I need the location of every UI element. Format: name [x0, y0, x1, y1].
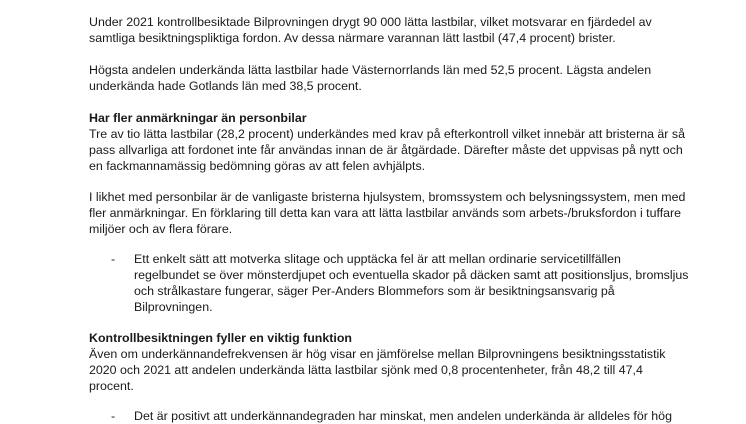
bullet-quote-1 — [89, 251, 689, 315]
paragraph-intro: Under 2021 kontrollbesiktade Bilprovningen drygt 90 000 lätta lastbilar, vilket motsvarar en fjärdedel av samtliga besiktningspliktiga fordon. Av dessa närmare varannan lätt lastbil (47,4 procent) brister. — [89, 15, 652, 45]
bullet-quote-2 — [89, 408, 689, 424]
paragraph-comparison: Även om underkännandefrekvensen är hög visar en jämförelse mellan Bilprovningens besiktningsstatistik 2020 och 2021 att andelen underkända lätta lastbilar sjönk med 0,8 procentenheter, från 48,2 till 47,4 procent. — [89, 347, 666, 393]
heading-inspection-function: Kontrollbesiktningen fyller en viktig funktion — [89, 331, 352, 345]
paragraph-regions: Högsta andelen underkända lätta lastbilar hade Västernorrlands län med 52,5 procent. Lägsta andelen underkända hade Gotlands län med 38,5 procent. — [89, 63, 652, 93]
heading-remarks: Har fler anmärkningar än personbilar — [89, 111, 307, 125]
bullet-text: Det är positivt att underkännandegraden har minskat, men andelen underkända är alldeles för hög — [134, 409, 672, 423]
paragraph-retest: Tre av tio lätta lastbilar (28,2 procent) underkändes med krav på efterkontroll vilket innebär att bristerna är så pass allvarliga att fordonet inte får användas innan de är åtgärdade. Därefter måste det uppvisas på nytt och en fackmannamässig bedömning göras av att felen avhjälpts. — [89, 127, 685, 173]
bullet-text: Ett enkelt sätt att motverka slitage och upptäcka fel är att mellan ordinarie servicetillfällen regelbundet se över mönsterdjupet och eventuella skador på däcken samt att positionsljus, bromsljus och strålkastare fungerar, säger Per-Anders Blommefors som är besiktningsansvarig på Bilprovningen. — [134, 252, 689, 314]
bullet-dash: - — [111, 409, 116, 423]
bullet-dash: - — [111, 252, 116, 266]
paragraph-common-defects: I likhet med personbilar är de vanligaste bristerna hjulsystem, bromssystem och belysningssystem, men med fler anmärkningar. En förklaring till detta kan vara att lätta lastbilar används som arbets-/bruksfordon i tuffare miljöer och av flera förare. — [89, 190, 686, 236]
